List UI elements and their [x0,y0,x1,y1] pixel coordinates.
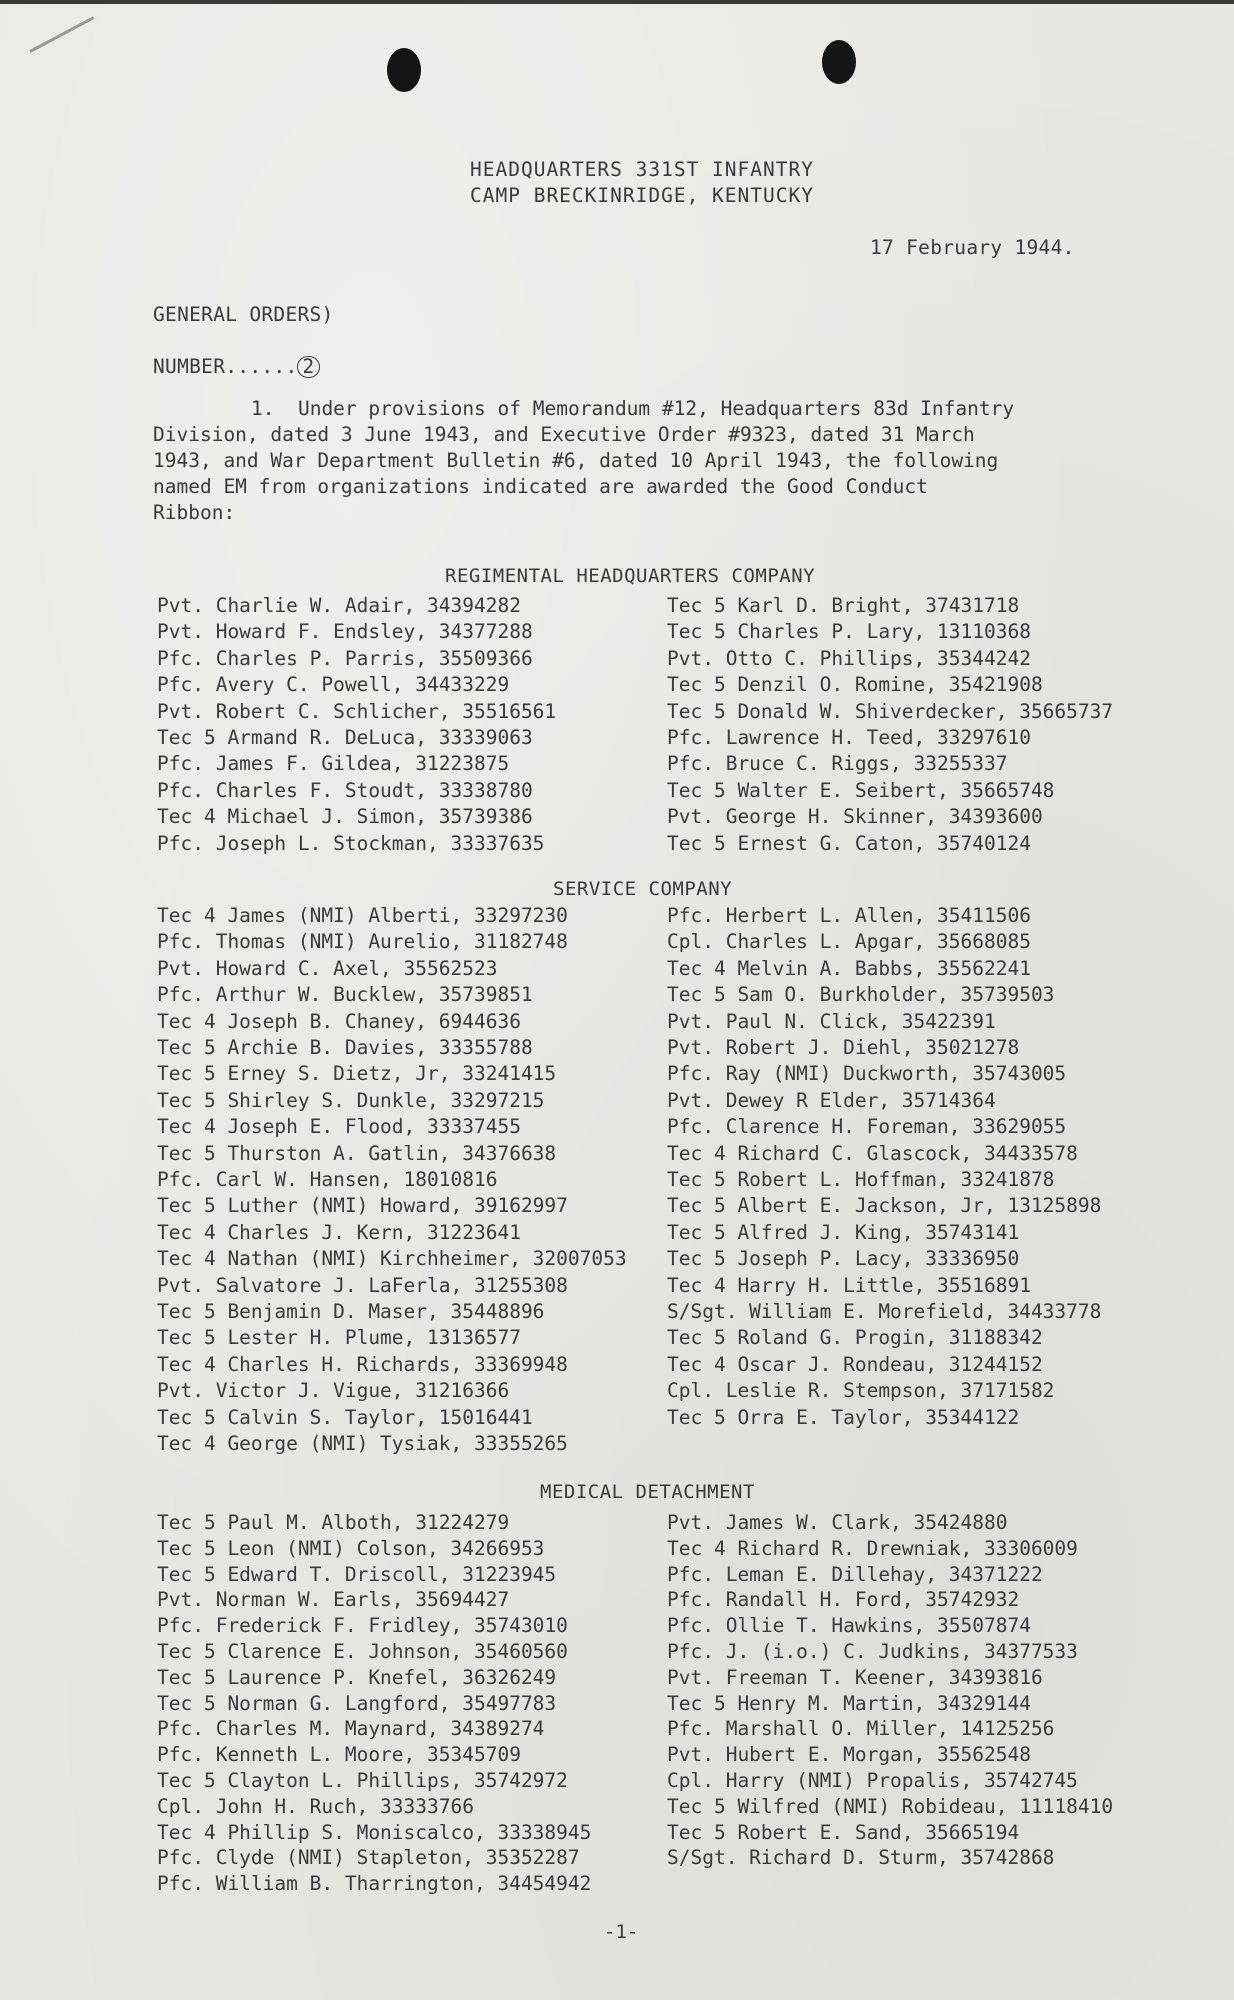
roster-entry-left: Pfc. Thomas (NMI) Aurelio, 31182748 [157,930,568,954]
roster-entry-left: Tec 5 Paul M. Alboth, 31224279 [157,1511,510,1534]
roster-entry-right: Pfc. J. (i.o.) C. Judkins, 34377533 [667,1640,1078,1663]
roster-entry-left: Pvt. Victor J. Vigue, 31216366 [157,1379,510,1403]
roster-entry-right: Tec 4 Richard C. Glascock, 34433578 [667,1141,1078,1165]
roster-entry-left: Pfc. Charles M. Maynard, 34389274 [157,1717,545,1741]
roster-entry-right: S/Sgt. William E. Morefield, 34433778 [667,1300,1102,1323]
roster-entry-left: Tec 5 Laurence P. Knefel, 36326249 [157,1665,557,1689]
roster-entry-left: Pfc. Frederick F. Fridley, 35743010 [157,1614,568,1638]
roster-entry-right: Tec 5 Charles P. Lary, 13110368 [667,620,1031,644]
roster-entry-left: Tec 5 Norman G. Langford, 35497783 [157,1691,557,1715]
roster-entry-left: Pvt. Salvatore J. LaFerla, 31255308 [157,1273,568,1297]
roster-entry-right: Pfc. Lawrence H. Teed, 33297610 [667,726,1031,749]
header-line-2: CAMP BRECKINRIDGE, KENTUCKY [470,184,814,207]
roster-entry-right: Pvt. Freeman T. Keener, 34393816 [667,1665,1043,1689]
page-top-edge [0,0,1234,4]
roster-entry-left: Tec 5 Lester H. Plume, 13136577 [157,1326,521,1350]
roster-entry-right: Cpl. Harry (NMI) Propalis, 35742745 [667,1769,1078,1792]
roster-entry-right: Tec 5 Orra E. Taylor, 35344122 [667,1405,1020,1429]
roster-entry-left: Tec 4 Charles J. Kern, 31223641 [157,1220,521,1244]
roster-entry-right: Tec 5 Joseph P. Lacy, 33336950 [667,1247,1020,1271]
roster-entry-left: Pfc. James F. Gildea, 31223875 [157,752,510,776]
roster-entry-left: Pfc. Charles F. Stoudt, 33338780 [157,778,533,802]
section-title: SERVICE COMPANY [553,878,733,900]
roster-entry-right: Pfc. Bruce C. Riggs, 33255337 [667,752,1008,776]
page-number: -1- [604,1921,639,1943]
roster-entry-right: Tec 5 Walter E. Seibert, 35665748 [667,778,1055,802]
roster-entry-right: Tec 5 Donald W. Shiverdecker, 35665737 [667,699,1114,723]
order-number [153,356,320,378]
roster-entry-left: Pvt. Norman W. Earls, 35694427 [157,1588,510,1612]
roster-entry-left: Pfc. Arthur W. Bucklew, 35739851 [157,983,533,1007]
roster-entry-left: Pfc. Joseph L. Stockman, 33337635 [157,831,545,855]
roster-entry-right: Tec 5 Roland G. Progin, 31188342 [667,1326,1043,1350]
section-title: REGIMENTAL HEADQUARTERS COMPANY [445,565,816,587]
roster-entry-left: Pvt. Howard C. Axel, 35562523 [157,956,498,980]
roster-entry-right: Pvt. Paul N. Click, 35422391 [667,1009,996,1033]
roster-entry-right: Pvt. James W. Clark, 35424880 [667,1511,1008,1534]
roster-entry-right: Pvt. Dewey R Elder, 35714364 [667,1088,996,1112]
roster-entry-left: Pfc. Clyde (NMI) Stapleton, 35352287 [157,1846,580,1870]
roster-entry-right: Tec 4 Melvin A. Babbs, 35562241 [667,956,1031,980]
roster-entry-left: Tec 5 Thurston A. Gatlin, 34376638 [157,1141,557,1165]
roster-entry-left: Pfc. Avery C. Powell, 34433229 [157,673,510,697]
roster-entry-right: Tec 5 Alfred J. King, 35743141 [667,1220,1020,1244]
roster-entry-right: Pvt. Robert J. Diehl, 35021278 [667,1036,1020,1059]
punch-hole-right [822,40,856,84]
roster-entry-right: Pfc. Ray (NMI) Duckworth, 35743005 [667,1062,1067,1086]
punch-hole-left [387,48,421,92]
order-number-value: 2 [297,356,319,378]
roster-entry-left: Tec 5 Calvin S. Taylor, 15016441 [157,1405,533,1429]
order-paragraph [153,396,1113,526]
roster-entry-right: Tec 5 Wilfred (NMI) Robideau, 11118410 [667,1794,1114,1818]
roster-entry-right: Pfc. Clarence H. Foreman, 33629055 [667,1115,1067,1139]
roster-entry-right: Tec 5 Robert L. Hoffman, 33241878 [667,1168,1055,1191]
roster-entry-right: Cpl. Leslie R. Stempson, 37171582 [667,1379,1055,1403]
roster-entry-left: Cpl. John H. Ruch, 33333766 [157,1794,474,1818]
header-line-1: HEADQUARTERS 331ST INFANTRY [470,158,814,181]
roster-entry-right: Tec 5 Denzil O. Romine, 35421908 [667,673,1043,697]
roster-entry-right: Pfc. Leman E. Dillehay, 34371222 [667,1562,1043,1586]
paragraph-line: 1943, and War Department Bulletin #6, dated 10 April 1943, the following [153,449,999,472]
roster-entry-right: Pvt. George H. Skinner, 34393600 [667,805,1043,829]
roster-entry-right: Tec 5 Karl D. Bright, 37431718 [667,594,1020,617]
roster-entry-left: Tec 5 Edward T. Driscoll, 31223945 [157,1562,557,1586]
roster-entry-left: Tec 4 Joseph E. Flood, 33337455 [157,1115,521,1139]
roster-entry-left: Tec 5 Clayton L. Phillips, 35742972 [157,1769,568,1792]
order-number-label: NUMBER...... [153,355,298,378]
roster-entry-right: Tec 4 Richard R. Drewniak, 33306009 [667,1536,1078,1560]
roster-entry-left: Tec 5 Benjamin D. Maser, 35448896 [157,1300,545,1323]
roster-entry-right: Cpl. Charles L. Apgar, 35668085 [667,930,1031,954]
roster-entry-right: Tec 4 Harry H. Little, 35516891 [667,1273,1031,1297]
roster-entry-left: Tec 4 Phillip S. Moniscalco, 33338945 [157,1820,592,1844]
roster-entry-left: Pvt. Charlie W. Adair, 34394282 [157,594,521,617]
general-orders-title: GENERAL ORDERS) [153,303,334,326]
roster-entry-left: Tec 5 Armand R. DeLuca, 33339063 [157,726,533,749]
roster-entry-right: Tec 4 Oscar J. Rondeau, 31244152 [667,1352,1043,1376]
roster-entry-right: Tec 5 Albert E. Jackson, Jr, 13125898 [667,1194,1102,1218]
roster-entry-right: Pvt. Hubert E. Morgan, 35562548 [667,1743,1031,1767]
roster-entry-right: Tec 5 Sam O. Burkholder, 35739503 [667,983,1055,1007]
document-date: 17 February 1944. [870,236,1075,259]
roster-entry-left: Pfc. Charles P. Parris, 35509366 [157,646,533,670]
paragraph-line: Division, dated 3 June 1943, and Executive Order #9323, dated 31 March [153,423,975,446]
roster-entry-right: Pfc. Ollie T. Hawkins, 35507874 [667,1614,1031,1638]
roster-entry-left: Pvt. Howard F. Endsley, 34377288 [157,620,533,644]
roster-entry-left: Pvt. Robert C. Schlicher, 35516561 [157,699,557,723]
roster-entry-right: Pfc. Marshall O. Miller, 14125256 [667,1717,1055,1741]
roster-entry-right: Tec 5 Henry M. Martin, 34329144 [667,1691,1031,1715]
roster-entry-left: Pfc. William B. Tharrington, 34454942 [157,1872,592,1896]
roster-entry-left: Pfc. Carl W. Hansen, 18010816 [157,1168,498,1191]
roster-entry-left: Pfc. Kenneth L. Moore, 35345709 [157,1743,521,1767]
roster-entry-right: Pfc. Herbert L. Allen, 35411506 [667,904,1031,927]
roster-entry-left: Tec 4 George (NMI) Tysiak, 33355265 [157,1432,568,1455]
roster-entry-left: Tec 4 Nathan (NMI) Kirchheimer, 32007053 [157,1247,627,1271]
roster-entry-right: S/Sgt. Richard D. Sturm, 35742868 [667,1846,1055,1870]
roster-entry-left: Tec 4 Joseph B. Chaney, 6944636 [157,1009,521,1033]
roster-entry-left: Tec 4 Charles H. Richards, 33369948 [157,1352,568,1376]
roster-entry-left: Tec 5 Leon (NMI) Colson, 34266953 [157,1536,545,1560]
section-title: MEDICAL DETACHMENT [540,1481,755,1503]
paragraph-line: Ribbon: [153,501,236,524]
roster-entry-right: Tec 5 Ernest G. Caton, 35740124 [667,831,1031,855]
roster-entry-left: Tec 5 Erney S. Dietz, Jr, 33241415 [157,1062,557,1086]
roster-entry-left: Tec 5 Luther (NMI) Howard, 39162997 [157,1194,568,1218]
roster-entry-left: Tec 4 Michael J. Simon, 35739386 [157,805,533,829]
roster-entry-left: Tec 4 James (NMI) Alberti, 33297230 [157,904,568,927]
roster-entry-left: Tec 5 Archie B. Davies, 33355788 [157,1036,533,1059]
paragraph-line: named EM from organizations indicated are awarded the Good Conduct [153,475,928,498]
roster-entry-right: Pfc. Randall H. Ford, 35742932 [667,1588,1020,1612]
roster-entry-left: Tec 5 Shirley S. Dunkle, 33297215 [157,1088,545,1112]
roster-entry-right: Pvt. Otto C. Phillips, 35344242 [667,646,1031,670]
roster-entry-left: Tec 5 Clarence E. Johnson, 35460560 [157,1640,568,1663]
roster-entry-right: Tec 5 Robert E. Sand, 35665194 [667,1820,1020,1844]
paragraph-line: 1. Under provisions of Memorandum #12, Headquarters 83d Infantry [251,397,1015,420]
staple-mark [29,16,94,52]
